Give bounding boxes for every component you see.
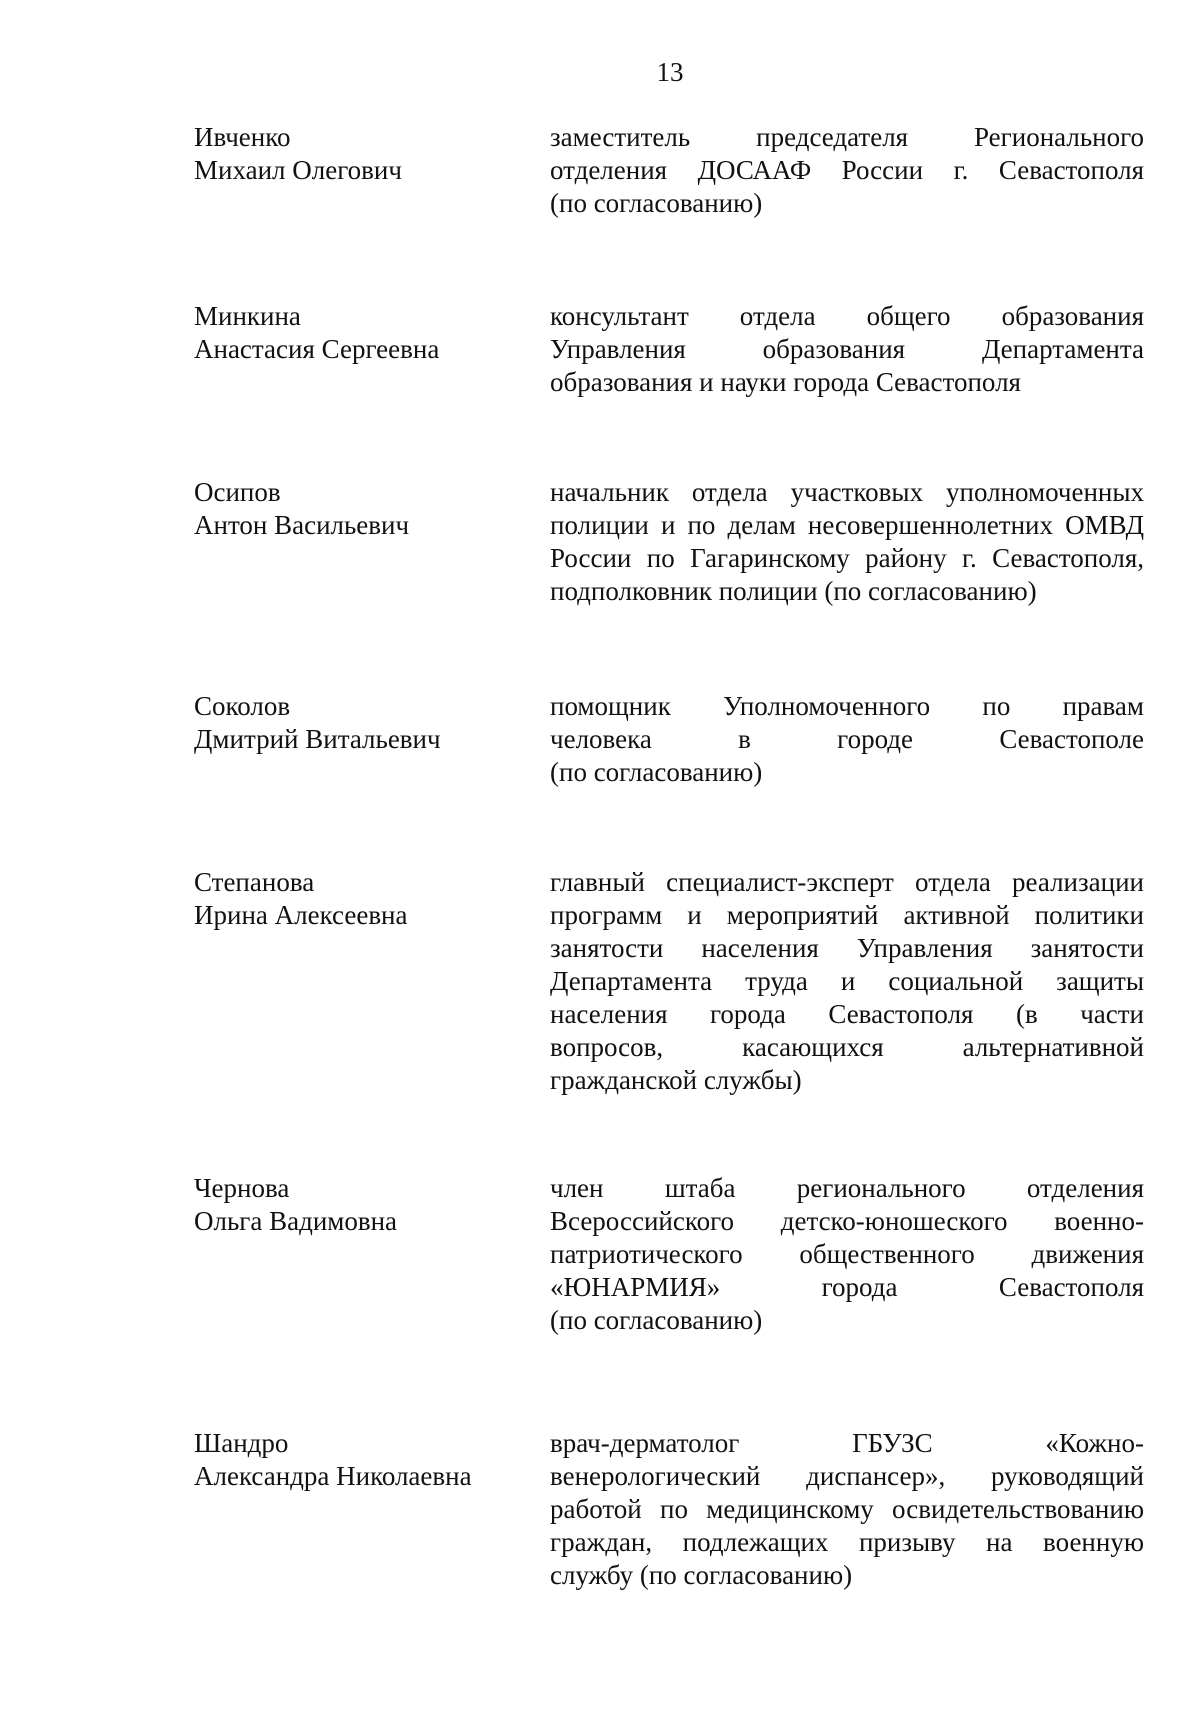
role-line: венерологический диспансер», руководящий xyxy=(550,1461,1144,1491)
role-line: (по согласованию) xyxy=(550,757,763,787)
member-surname: Шандро xyxy=(194,1428,289,1458)
role-line: «ЮНАРМИЯ» города Севастополя xyxy=(550,1272,1144,1302)
role-line: Департамента труда и социальной защиты xyxy=(550,966,1144,996)
member-role xyxy=(550,1172,1144,1337)
role-line: человека в городе Севастополе xyxy=(550,724,1144,754)
member-role xyxy=(550,476,1144,608)
role-line: гражданской службы) xyxy=(550,1065,802,1095)
role-line: член штаба регионального отделения xyxy=(550,1173,1144,1203)
member-given-name: Анастасия Сергеевна xyxy=(194,334,440,364)
member-role xyxy=(550,300,1144,399)
role-line: России по Гагаринскому району г. Севастополя, xyxy=(550,543,1144,573)
member-name xyxy=(194,866,534,932)
member-surname: Соколов xyxy=(194,691,291,721)
member-given-name: Ольга Вадимовна xyxy=(194,1206,398,1236)
member-name xyxy=(194,1427,534,1493)
member-role xyxy=(550,1427,1144,1592)
role-line: образования и науки города Севастополя xyxy=(550,367,1021,397)
role-line: занятости населения Управления занятости xyxy=(550,933,1144,963)
member-name xyxy=(194,1172,534,1238)
role-line: начальник отдела участковых уполномоченных xyxy=(550,477,1144,507)
role-line: программ и мероприятий активной политики xyxy=(550,900,1144,930)
role-line: врач-дерматолог ГБУЗС «Кожно- xyxy=(550,1428,1144,1458)
member-role xyxy=(550,121,1144,220)
role-line: Всероссийского детско-юношеского военно- xyxy=(550,1206,1144,1236)
role-line: граждан, подлежащих призыву на военную xyxy=(550,1527,1144,1557)
member-name xyxy=(194,121,534,187)
role-line: помощник Уполномоченного по правам xyxy=(550,691,1144,721)
member-name xyxy=(194,690,534,756)
member-surname: Минкина xyxy=(194,301,301,331)
member-surname: Чернова xyxy=(194,1173,290,1203)
role-line: работой по медицинскому освидетельствованию xyxy=(550,1494,1144,1524)
member-surname: Степанова xyxy=(194,867,315,897)
role-line: службу (по согласованию) xyxy=(550,1560,853,1590)
role-line: полиции и по делам несовершеннолетних ОМВД xyxy=(550,510,1144,540)
member-given-name: Дмитрий Витальевич xyxy=(194,724,441,754)
role-line: вопросов, касающихся альтернативной xyxy=(550,1032,1144,1062)
role-line: населения города Севастополя (в части xyxy=(550,999,1144,1029)
member-role xyxy=(550,866,1144,1097)
member-name xyxy=(194,476,534,542)
member-role xyxy=(550,690,1144,789)
role-line: заместитель председателя Регионального xyxy=(550,122,1144,152)
role-line: Управления образования Департамента xyxy=(550,334,1144,364)
member-given-name: Антон Васильевич xyxy=(194,510,410,540)
role-line: главный специалист-эксперт отдела реализации xyxy=(550,867,1144,897)
role-line: патриотического общественного движения xyxy=(550,1239,1144,1269)
role-line: отделения ДОСААФ России г. Севастополя xyxy=(550,155,1144,185)
member-given-name: Ирина Алексеевна xyxy=(194,900,408,930)
role-line: консультант отдела общего образования xyxy=(550,301,1144,331)
page-number: 13 xyxy=(656,57,684,87)
member-given-name: Александра Николаевна xyxy=(194,1461,472,1491)
member-given-name: Михаил Олегович xyxy=(194,155,402,185)
member-surname: Осипов xyxy=(194,477,281,507)
role-line: подполковник полиции (по согласованию) xyxy=(550,576,1037,606)
member-name xyxy=(194,300,534,366)
role-line: (по согласованию) xyxy=(550,1305,763,1335)
member-surname: Ивченко xyxy=(194,122,291,152)
role-line: (по согласованию) xyxy=(550,188,763,218)
